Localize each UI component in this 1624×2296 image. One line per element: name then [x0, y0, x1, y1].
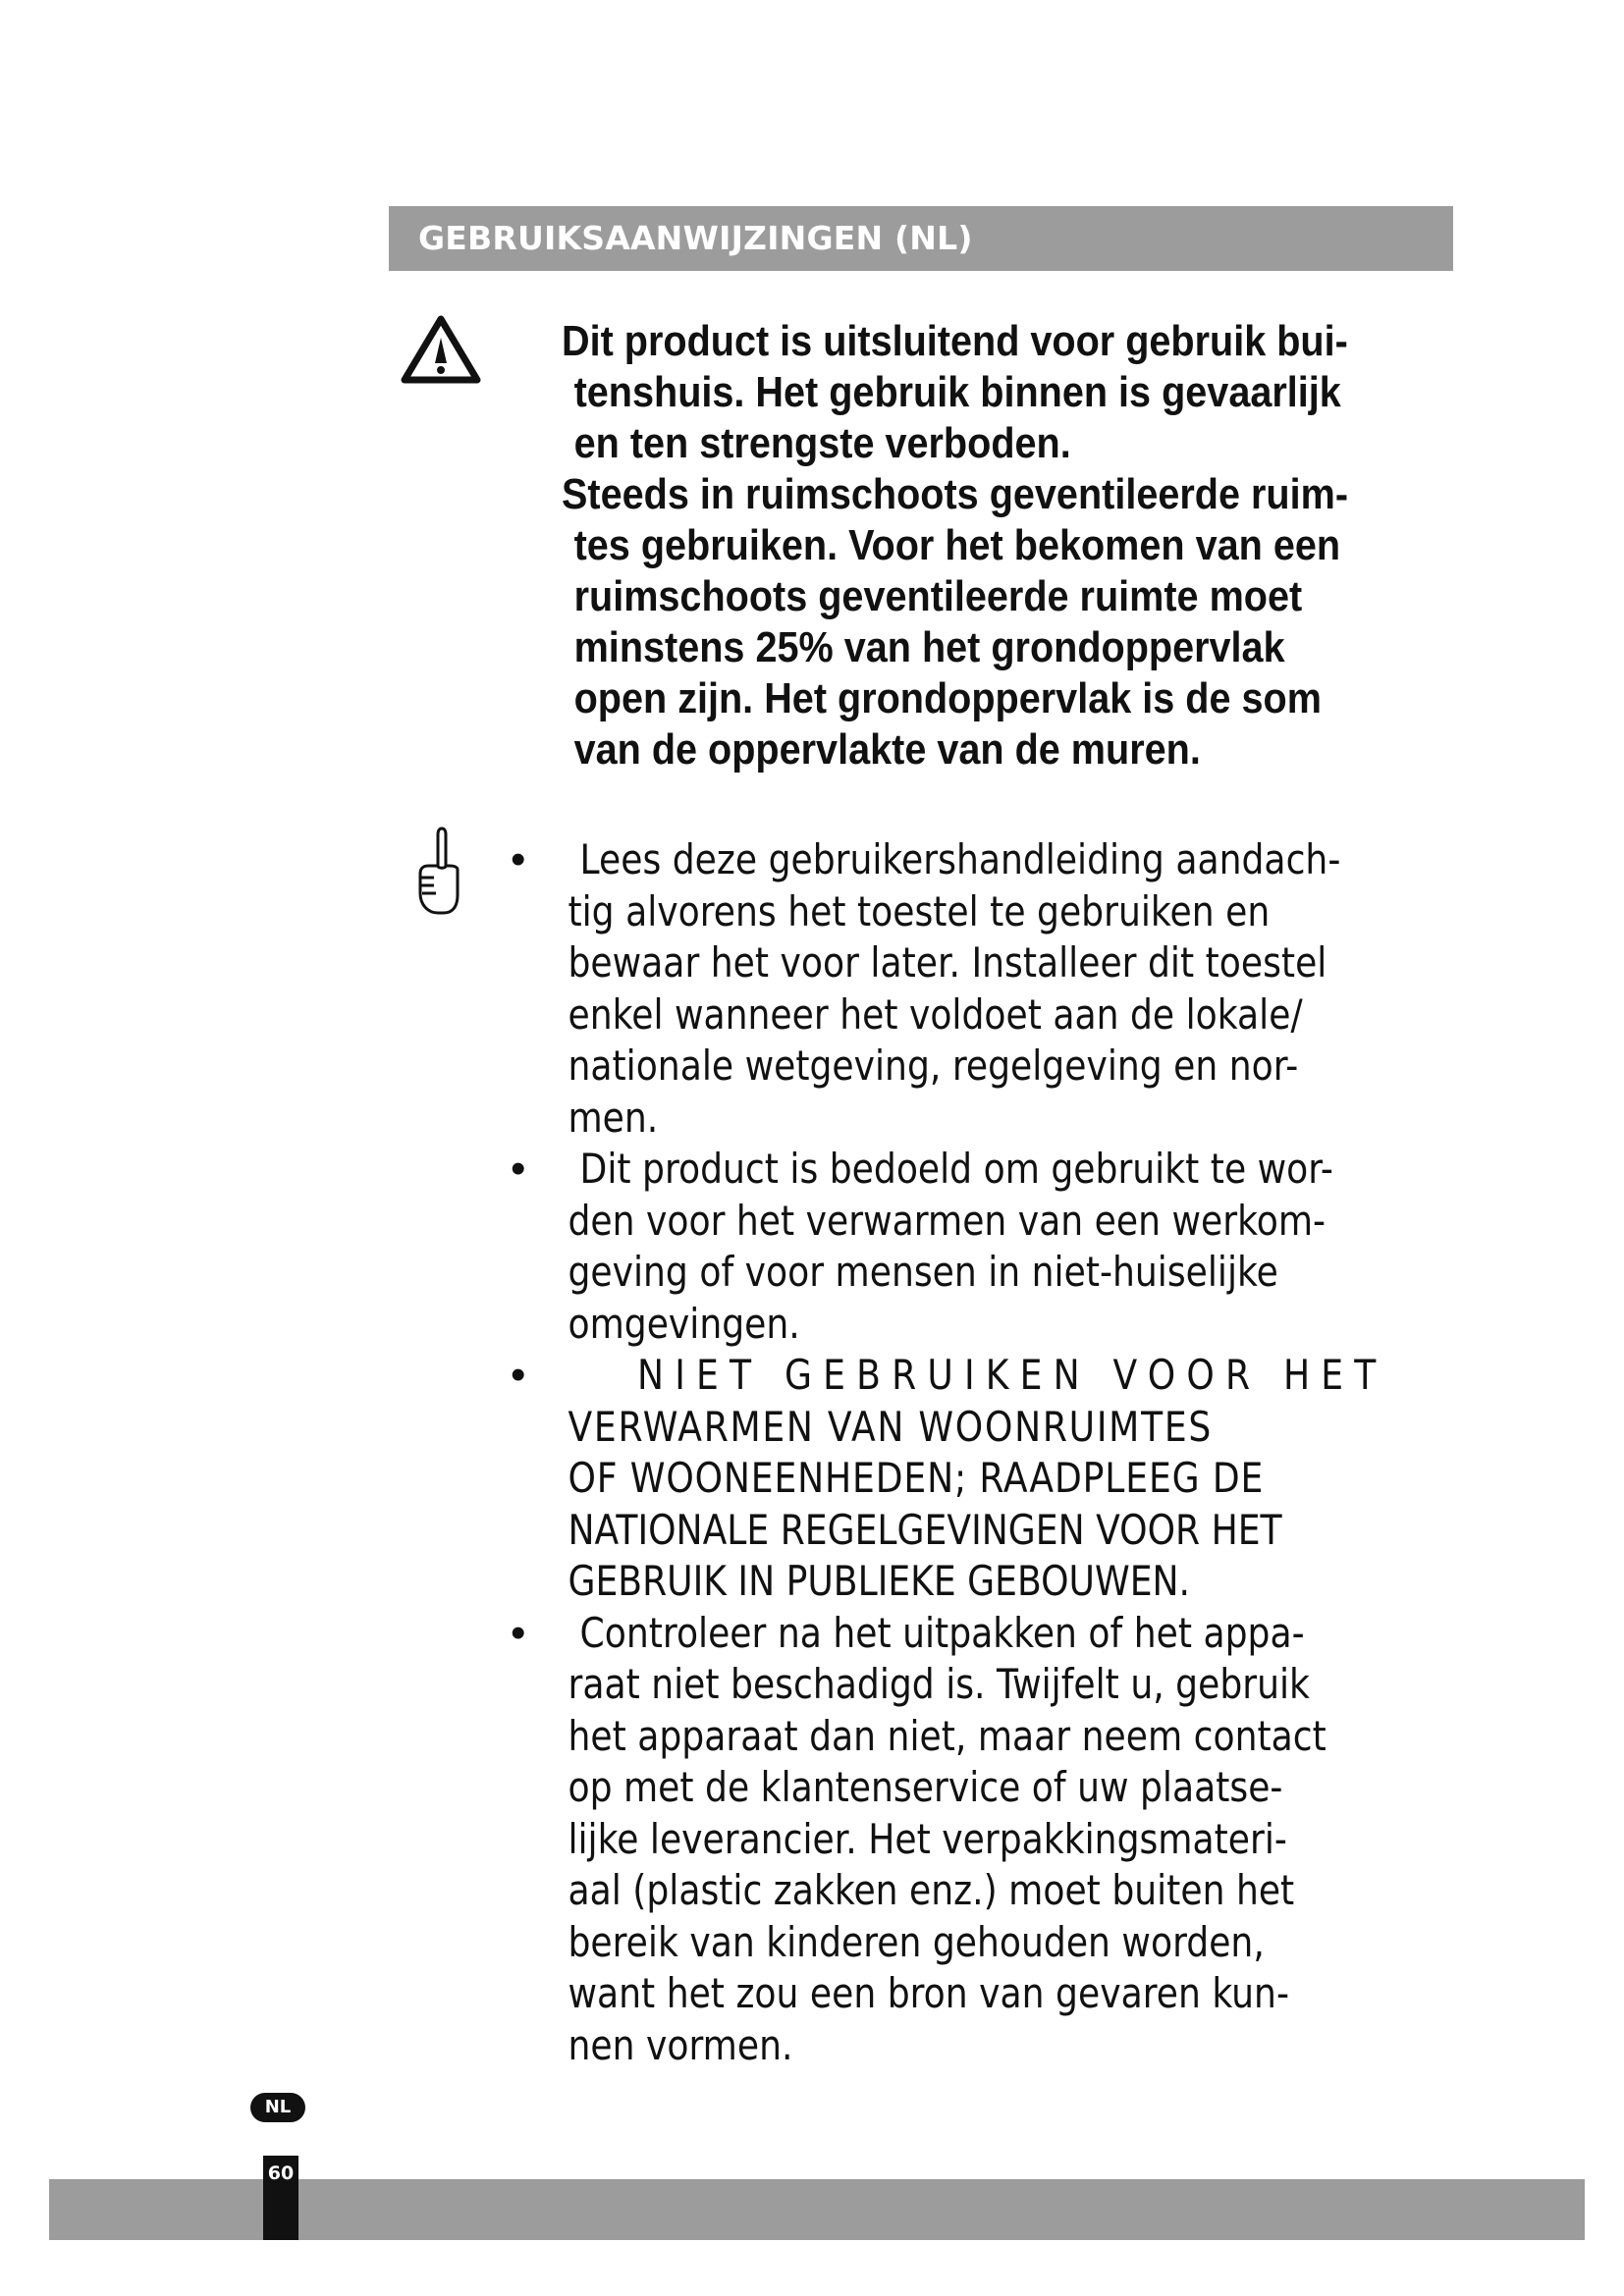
- text-line: men.: [568, 1093, 659, 1142]
- text-line: NIET GEBRUIKEN VOOR HET: [637, 1351, 1387, 1399]
- text-line: VERWARMEN VAN WOONRUIMTES: [568, 1402, 1214, 1451]
- warning-text: [562, 316, 1453, 775]
- language-badge: NL: [250, 2093, 305, 2122]
- text-line: op met de klantenservice of uw plaatse-: [568, 1763, 1283, 1811]
- section-header-bar: [389, 206, 1453, 271]
- text-line: nen vormen.: [568, 2020, 793, 2069]
- text-line: Dit product is bedoeld om gebruikt te wor-: [579, 1145, 1333, 1193]
- text-line: geving of voor mensen in niet-huiselijke: [568, 1248, 1278, 1296]
- text-line: aal (plastic zakken enz.) moet buiten het: [568, 1866, 1295, 1914]
- text-line: OF WOONEENHEDEN; RAADPLEEG DE: [568, 1454, 1265, 1502]
- list-item: [511, 834, 1551, 1144]
- bullet-marker: •: [511, 1351, 526, 1399]
- bullet-marker: •: [511, 1608, 526, 1657]
- pointing-hand-icon: [412, 823, 463, 921]
- text-line: GEBRUIK IN PUBLIEKE GEBOUWEN.: [568, 1557, 1191, 1605]
- page-number: 60: [263, 2156, 298, 2240]
- text-line: bereik van kinderen gehouden worden,: [568, 1917, 1265, 1966]
- text-line: van de oppervlakte van de muren.: [573, 725, 1201, 774]
- text-line: ruimschoots geventileerde ruimte moet: [573, 572, 1303, 620]
- text-line: nationale wetgeving, regelgeving en nor-: [568, 1041, 1299, 1090]
- bullet-list: [511, 834, 1551, 2071]
- text-line: het apparaat dan niet, maar neem contact: [568, 1711, 1326, 1760]
- text-line: Controleer na het uitpakken of het appa-: [579, 1608, 1305, 1657]
- text-line: en ten strengste verboden.: [573, 419, 1071, 467]
- list-item: [511, 1144, 1551, 1350]
- text-line: raat niet beschadigd is. Twijfelt u, gebruik: [568, 1660, 1310, 1708]
- warning-triangle-icon: [401, 314, 481, 385]
- text-line: open zijn. Het grondoppervlak is de som: [573, 674, 1322, 722]
- text-line: lijke leverancier. Het verpakkingsmateri-: [568, 1814, 1287, 1863]
- text-line: tenshuis. Het gebruik binnen is gevaarlijk: [573, 368, 1341, 416]
- text-line: tes gebruiken. Voor het bekomen van een: [573, 521, 1341, 569]
- text-line: Lees deze gebruikershandleiding aandach-: [579, 835, 1341, 883]
- text-line: NATIONALE REGELGEVINGEN VOOR HET: [568, 1505, 1282, 1554]
- warning-paragraph-ventilation: [562, 469, 1453, 775]
- text-line: Steeds in ruimschoots geventileerde ruim-: [562, 470, 1349, 518]
- text-line: minstens 25% van het grondoppervlak: [573, 623, 1285, 671]
- text-line: den voor het verwarmen van een werkom-: [568, 1196, 1326, 1245]
- list-item: [511, 1350, 1551, 1608]
- text-line: bewaar het voor later. Installeer dit toestel: [568, 938, 1327, 987]
- text-line: want het zou een bron van gevaren kun-: [568, 1969, 1289, 2017]
- bullet-marker: •: [511, 835, 526, 883]
- list-item: [511, 1608, 1551, 2072]
- text-line: tig alvorens het toestel te gebruiken en: [568, 886, 1271, 935]
- text-line: Dit product is uitsluitend voor gebruik bui-: [562, 317, 1348, 365]
- text-line: omgevingen.: [568, 1299, 800, 1348]
- section-title: GEBRUIKSAANWIJZINGEN (NL): [418, 219, 973, 257]
- bullet-marker: •: [511, 1145, 526, 1193]
- warning-paragraph-outdoor-only: [562, 316, 1453, 469]
- text-line: enkel wanneer het voldoet aan de lokale/: [568, 989, 1303, 1039]
